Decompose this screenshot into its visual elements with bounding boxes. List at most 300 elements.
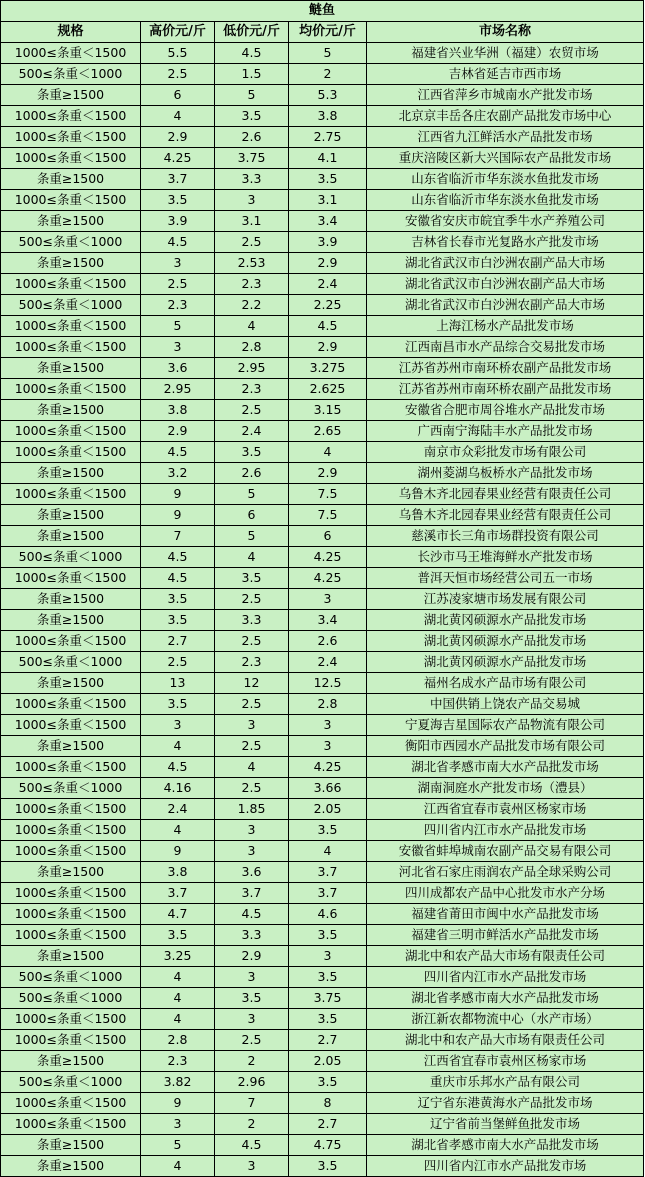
cell-low-price: 3 bbox=[215, 1009, 289, 1030]
cell-high-price: 2.5 bbox=[141, 274, 215, 295]
cell-low-price: 2.95 bbox=[215, 358, 289, 379]
header-row bbox=[1, 22, 644, 43]
table-row bbox=[1, 64, 644, 85]
table-title: 鲢鱼 bbox=[1, 1, 644, 22]
table-row bbox=[1, 694, 644, 715]
cell-spec: 1000≤条重＜1500 bbox=[1, 1009, 141, 1030]
cell-avg-price: 8 bbox=[289, 1093, 367, 1114]
cell-avg-price: 2.05 bbox=[289, 799, 367, 820]
table-row bbox=[1, 715, 644, 736]
table-row bbox=[1, 673, 644, 694]
cell-market: 四川省内江市水产品批发市场 bbox=[367, 967, 644, 988]
cell-spec: 500≤条重＜1000 bbox=[1, 64, 141, 85]
cell-high-price: 5 bbox=[141, 1135, 215, 1156]
cell-high-price: 9 bbox=[141, 484, 215, 505]
cell-market: 辽宁省东港黄海水产品批发市场 bbox=[367, 1093, 644, 1114]
table-row bbox=[1, 526, 644, 547]
table-row bbox=[1, 820, 644, 841]
cell-high-price: 4.16 bbox=[141, 778, 215, 799]
cell-spec: 1000≤条重＜1500 bbox=[1, 820, 141, 841]
cell-market: 辽宁省前当堡鲜鱼批发市场 bbox=[367, 1114, 644, 1135]
cell-low-price: 3.5 bbox=[215, 568, 289, 589]
cell-high-price: 5 bbox=[141, 316, 215, 337]
cell-market: 湖北黄冈硕源水产品批发市场 bbox=[367, 631, 644, 652]
table-row bbox=[1, 127, 644, 148]
cell-market: 福州名成水产品市场有限公司 bbox=[367, 673, 644, 694]
col-header-low-price: 低价元/斤 bbox=[215, 22, 289, 43]
cell-low-price: 3.6 bbox=[215, 862, 289, 883]
cell-market: 江西省九江鲜活水产品批发市场 bbox=[367, 127, 644, 148]
cell-high-price: 2.9 bbox=[141, 127, 215, 148]
cell-low-price: 3 bbox=[215, 841, 289, 862]
cell-high-price: 2.95 bbox=[141, 379, 215, 400]
table-row bbox=[1, 757, 644, 778]
cell-avg-price: 4.6 bbox=[289, 904, 367, 925]
cell-low-price: 6 bbox=[215, 505, 289, 526]
table-row bbox=[1, 610, 644, 631]
cell-high-price: 3.82 bbox=[141, 1072, 215, 1093]
cell-market: 浙江新农都物流中心（水产市场） bbox=[367, 1009, 644, 1030]
cell-avg-price: 3.1 bbox=[289, 190, 367, 211]
table-row bbox=[1, 505, 644, 526]
cell-high-price: 4.5 bbox=[141, 547, 215, 568]
cell-high-price: 4 bbox=[141, 820, 215, 841]
cell-low-price: 2.6 bbox=[215, 463, 289, 484]
cell-market: 乌鲁木齐北园春果业经营有限责任公司 bbox=[367, 484, 644, 505]
cell-avg-price: 2.4 bbox=[289, 274, 367, 295]
cell-avg-price: 2.75 bbox=[289, 127, 367, 148]
cell-spec: 1000≤条重＜1500 bbox=[1, 421, 141, 442]
cell-high-price: 3.2 bbox=[141, 463, 215, 484]
cell-market: 江西南昌市水产品综合交易批发市场 bbox=[367, 337, 644, 358]
table-row bbox=[1, 841, 644, 862]
cell-high-price: 3.7 bbox=[141, 883, 215, 904]
cell-high-price: 4.5 bbox=[141, 568, 215, 589]
cell-market: 湖北中和农产品大市场有限责任公司 bbox=[367, 1030, 644, 1051]
cell-market: 湖北省武汉市白沙洲农副产品大市场 bbox=[367, 253, 644, 274]
cell-high-price: 6 bbox=[141, 85, 215, 106]
cell-market: 吉林省延吉市西市场 bbox=[367, 64, 644, 85]
table-row bbox=[1, 589, 644, 610]
cell-avg-price: 2.4 bbox=[289, 652, 367, 673]
cell-low-price: 3 bbox=[215, 967, 289, 988]
cell-spec: 1000≤条重＜1500 bbox=[1, 883, 141, 904]
cell-high-price: 4 bbox=[141, 988, 215, 1009]
cell-avg-price: 2.9 bbox=[289, 463, 367, 484]
cell-low-price: 2.5 bbox=[215, 400, 289, 421]
cell-avg-price: 2.65 bbox=[289, 421, 367, 442]
cell-low-price: 5 bbox=[215, 526, 289, 547]
cell-spec: 条重≥1500 bbox=[1, 736, 141, 757]
cell-high-price: 2.3 bbox=[141, 1051, 215, 1072]
cell-spec: 条重≥1500 bbox=[1, 358, 141, 379]
cell-market: 湖北省孝感市南大水产品批发市场 bbox=[367, 988, 644, 1009]
table-row bbox=[1, 169, 644, 190]
cell-low-price: 3.5 bbox=[215, 442, 289, 463]
cell-avg-price: 5 bbox=[289, 43, 367, 64]
table-row bbox=[1, 568, 644, 589]
table-row bbox=[1, 967, 644, 988]
cell-spec: 1000≤条重＜1500 bbox=[1, 442, 141, 463]
cell-avg-price: 7.5 bbox=[289, 484, 367, 505]
cell-market: 衡阳市西园水产品批发市场有限公司 bbox=[367, 736, 644, 757]
cell-avg-price: 4 bbox=[289, 442, 367, 463]
cell-spec: 1000≤条重＜1500 bbox=[1, 925, 141, 946]
cell-spec: 500≤条重＜1000 bbox=[1, 232, 141, 253]
cell-market: 长沙市马王堆海鲜水产批发市场 bbox=[367, 547, 644, 568]
cell-spec: 500≤条重＜1000 bbox=[1, 652, 141, 673]
cell-low-price: 3.3 bbox=[215, 169, 289, 190]
table-body bbox=[1, 43, 644, 1177]
cell-low-price: 4 bbox=[215, 547, 289, 568]
cell-market: 上海江杨水产品批发市场 bbox=[367, 316, 644, 337]
cell-low-price: 1.5 bbox=[215, 64, 289, 85]
cell-high-price: 3.5 bbox=[141, 190, 215, 211]
cell-avg-price: 3.75 bbox=[289, 988, 367, 1009]
cell-market: 南京市众彩批发市场有限公司 bbox=[367, 442, 644, 463]
cell-market: 安徽省蚌埠城南农副产品交易有限公司 bbox=[367, 841, 644, 862]
cell-low-price: 2.5 bbox=[215, 232, 289, 253]
cell-spec: 条重≥1500 bbox=[1, 862, 141, 883]
cell-spec: 条重≥1500 bbox=[1, 946, 141, 967]
cell-market: 四川省内江市水产品批发市场 bbox=[367, 820, 644, 841]
cell-avg-price: 3.5 bbox=[289, 169, 367, 190]
cell-avg-price: 3.5 bbox=[289, 1156, 367, 1177]
cell-spec: 1000≤条重＜1500 bbox=[1, 337, 141, 358]
table-row bbox=[1, 778, 644, 799]
cell-avg-price: 3.275 bbox=[289, 358, 367, 379]
cell-low-price: 5 bbox=[215, 85, 289, 106]
cell-high-price: 3.8 bbox=[141, 862, 215, 883]
cell-spec: 1000≤条重＜1500 bbox=[1, 904, 141, 925]
cell-spec: 500≤条重＜1000 bbox=[1, 778, 141, 799]
cell-avg-price: 4.1 bbox=[289, 148, 367, 169]
table-row bbox=[1, 274, 644, 295]
cell-high-price: 9 bbox=[141, 1093, 215, 1114]
table-row bbox=[1, 1009, 644, 1030]
cell-spec: 500≤条重＜1000 bbox=[1, 967, 141, 988]
cell-avg-price: 2.7 bbox=[289, 1114, 367, 1135]
cell-low-price: 3 bbox=[215, 1156, 289, 1177]
cell-avg-price: 3.9 bbox=[289, 232, 367, 253]
cell-low-price: 2.96 bbox=[215, 1072, 289, 1093]
cell-market: 安徽省安庆市皖宜季牛水产养殖公司 bbox=[367, 211, 644, 232]
cell-avg-price: 2.05 bbox=[289, 1051, 367, 1072]
cell-avg-price: 3.15 bbox=[289, 400, 367, 421]
cell-high-price: 4.5 bbox=[141, 442, 215, 463]
cell-spec: 条重≥1500 bbox=[1, 253, 141, 274]
cell-avg-price: 3 bbox=[289, 715, 367, 736]
cell-market: 江苏省苏州市南环桥农副产品批发市场 bbox=[367, 379, 644, 400]
cell-high-price: 2.9 bbox=[141, 421, 215, 442]
cell-low-price: 2.5 bbox=[215, 589, 289, 610]
cell-spec: 500≤条重＜1000 bbox=[1, 1072, 141, 1093]
col-header-avg-price: 均价元/斤 bbox=[289, 22, 367, 43]
cell-low-price: 2.5 bbox=[215, 736, 289, 757]
cell-market: 河北省石家庄雨润农产品全球采购公司 bbox=[367, 862, 644, 883]
cell-market: 江西省宜春市袁州区杨家市场 bbox=[367, 1051, 644, 1072]
cell-high-price: 4.5 bbox=[141, 757, 215, 778]
cell-low-price: 2.2 bbox=[215, 295, 289, 316]
table-row bbox=[1, 631, 644, 652]
cell-low-price: 5 bbox=[215, 484, 289, 505]
table-row bbox=[1, 883, 644, 904]
cell-market: 中国供销上饶农产品交易城 bbox=[367, 694, 644, 715]
cell-market: 江苏省苏州市南环桥农副产品批发市场 bbox=[367, 358, 644, 379]
cell-avg-price: 3.66 bbox=[289, 778, 367, 799]
cell-low-price: 3 bbox=[215, 715, 289, 736]
cell-high-price: 2.3 bbox=[141, 295, 215, 316]
cell-low-price: 3.75 bbox=[215, 148, 289, 169]
table-row bbox=[1, 904, 644, 925]
cell-high-price: 4 bbox=[141, 967, 215, 988]
cell-market: 吉林省长春市光复路水产批发市场 bbox=[367, 232, 644, 253]
cell-low-price: 2.5 bbox=[215, 631, 289, 652]
cell-market: 乌鲁木齐北园春果业经营有限责任公司 bbox=[367, 505, 644, 526]
cell-avg-price: 2.6 bbox=[289, 631, 367, 652]
cell-market: 四川省内江市水产品批发市场 bbox=[367, 1156, 644, 1177]
cell-high-price: 3.7 bbox=[141, 169, 215, 190]
table-row bbox=[1, 1114, 644, 1135]
cell-spec: 1000≤条重＜1500 bbox=[1, 757, 141, 778]
cell-market: 福建省兴业华洲（福建）农贸市场 bbox=[367, 43, 644, 64]
cell-high-price: 4.25 bbox=[141, 148, 215, 169]
cell-low-price: 3 bbox=[215, 820, 289, 841]
table-row bbox=[1, 862, 644, 883]
cell-spec: 1000≤条重＜1500 bbox=[1, 1030, 141, 1051]
cell-spec: 1000≤条重＜1500 bbox=[1, 799, 141, 820]
table-row bbox=[1, 1051, 644, 1072]
cell-low-price: 2.5 bbox=[215, 694, 289, 715]
table-row bbox=[1, 463, 644, 484]
cell-low-price: 3.3 bbox=[215, 925, 289, 946]
cell-spec: 1000≤条重＜1500 bbox=[1, 106, 141, 127]
cell-high-price: 3 bbox=[141, 715, 215, 736]
cell-market: 宁夏海吉星国际农产品物流有限公司 bbox=[367, 715, 644, 736]
col-header-market: 市场名称 bbox=[367, 22, 644, 43]
cell-low-price: 4.5 bbox=[215, 1135, 289, 1156]
cell-high-price: 3.5 bbox=[141, 589, 215, 610]
cell-spec: 1000≤条重＜1500 bbox=[1, 148, 141, 169]
cell-spec: 条重≥1500 bbox=[1, 85, 141, 106]
cell-avg-price: 3.4 bbox=[289, 610, 367, 631]
cell-low-price: 3 bbox=[215, 190, 289, 211]
cell-high-price: 3.5 bbox=[141, 925, 215, 946]
cell-market: 慈溪市长三角市场群投资有限公司 bbox=[367, 526, 644, 547]
cell-low-price: 12 bbox=[215, 673, 289, 694]
table-row bbox=[1, 988, 644, 1009]
cell-spec: 1000≤条重＜1500 bbox=[1, 1114, 141, 1135]
table-row bbox=[1, 547, 644, 568]
cell-avg-price: 3.7 bbox=[289, 883, 367, 904]
cell-market: 湖北黄冈硕源水产品批发市场 bbox=[367, 652, 644, 673]
cell-high-price: 4.7 bbox=[141, 904, 215, 925]
cell-high-price: 3 bbox=[141, 1114, 215, 1135]
cell-low-price: 3.5 bbox=[215, 106, 289, 127]
cell-market: 江西省宜春市袁州区杨家市场 bbox=[367, 799, 644, 820]
cell-spec: 条重≥1500 bbox=[1, 400, 141, 421]
cell-market: 湖北省武汉市白沙洲农副产品大市场 bbox=[367, 295, 644, 316]
cell-high-price: 2.8 bbox=[141, 1030, 215, 1051]
cell-spec: 1000≤条重＜1500 bbox=[1, 568, 141, 589]
table-row bbox=[1, 337, 644, 358]
cell-avg-price: 4.25 bbox=[289, 757, 367, 778]
cell-avg-price: 3.7 bbox=[289, 862, 367, 883]
cell-high-price: 4 bbox=[141, 1009, 215, 1030]
cell-market: 重庆涪陵区新大兴国际农产品批发市场 bbox=[367, 148, 644, 169]
cell-low-price: 7 bbox=[215, 1093, 289, 1114]
cell-low-price: 2.4 bbox=[215, 421, 289, 442]
cell-market: 福建省莆田市闽中水产品批发市场 bbox=[367, 904, 644, 925]
cell-high-price: 3.9 bbox=[141, 211, 215, 232]
cell-low-price: 1.85 bbox=[215, 799, 289, 820]
cell-spec: 条重≥1500 bbox=[1, 1135, 141, 1156]
table-row bbox=[1, 1135, 644, 1156]
cell-high-price: 9 bbox=[141, 841, 215, 862]
cell-market: 普洱天恒市场经营公司五一市场 bbox=[367, 568, 644, 589]
cell-spec: 1000≤条重＜1500 bbox=[1, 316, 141, 337]
cell-avg-price: 2 bbox=[289, 64, 367, 85]
cell-low-price: 3.7 bbox=[215, 883, 289, 904]
cell-avg-price: 4.5 bbox=[289, 316, 367, 337]
cell-spec: 条重≥1500 bbox=[1, 526, 141, 547]
table-row bbox=[1, 190, 644, 211]
table-row bbox=[1, 379, 644, 400]
cell-spec: 1000≤条重＜1500 bbox=[1, 1093, 141, 1114]
cell-high-price: 9 bbox=[141, 505, 215, 526]
cell-spec: 条重≥1500 bbox=[1, 589, 141, 610]
cell-high-price: 4 bbox=[141, 736, 215, 757]
cell-spec: 条重≥1500 bbox=[1, 211, 141, 232]
title-row bbox=[1, 1, 644, 22]
cell-market: 湖北黄冈硕源水产品批发市场 bbox=[367, 610, 644, 631]
cell-market: 广西南宁海陆丰水产品批发市场 bbox=[367, 421, 644, 442]
table-row bbox=[1, 85, 644, 106]
table-row bbox=[1, 652, 644, 673]
cell-high-price: 3 bbox=[141, 337, 215, 358]
table-row bbox=[1, 1093, 644, 1114]
cell-avg-price: 3.5 bbox=[289, 967, 367, 988]
cell-avg-price: 3.5 bbox=[289, 1009, 367, 1030]
table-row bbox=[1, 232, 644, 253]
cell-avg-price: 2.9 bbox=[289, 253, 367, 274]
cell-spec: 1000≤条重＜1500 bbox=[1, 484, 141, 505]
table-row bbox=[1, 400, 644, 421]
cell-avg-price: 4.25 bbox=[289, 547, 367, 568]
table-row bbox=[1, 316, 644, 337]
cell-market: 湖北省孝感市南大水产品批发市场 bbox=[367, 1135, 644, 1156]
cell-market: 山东省临沂市华东淡水鱼批发市场 bbox=[367, 169, 644, 190]
cell-low-price: 2.3 bbox=[215, 274, 289, 295]
cell-spec: 1000≤条重＜1500 bbox=[1, 715, 141, 736]
cell-low-price: 2.53 bbox=[215, 253, 289, 274]
cell-low-price: 4.5 bbox=[215, 43, 289, 64]
cell-market: 安徽省合肥市周谷堆水产品批发市场 bbox=[367, 400, 644, 421]
cell-spec: 1000≤条重＜1500 bbox=[1, 274, 141, 295]
table-row bbox=[1, 148, 644, 169]
cell-low-price: 4 bbox=[215, 316, 289, 337]
cell-avg-price: 4 bbox=[289, 841, 367, 862]
cell-spec: 条重≥1500 bbox=[1, 610, 141, 631]
cell-market: 湖州菱湖乌板桥水产品批发市场 bbox=[367, 463, 644, 484]
cell-low-price: 2.3 bbox=[215, 379, 289, 400]
col-header-high-price: 高价元/斤 bbox=[141, 22, 215, 43]
cell-spec: 条重≥1500 bbox=[1, 1051, 141, 1072]
table-row bbox=[1, 1030, 644, 1051]
cell-high-price: 5.5 bbox=[141, 43, 215, 64]
cell-market: 北京京丰岳各庄农副产品批发市场中心 bbox=[367, 106, 644, 127]
cell-high-price: 2.7 bbox=[141, 631, 215, 652]
cell-spec: 1000≤条重＜1500 bbox=[1, 631, 141, 652]
cell-high-price: 7 bbox=[141, 526, 215, 547]
cell-spec: 1000≤条重＜1500 bbox=[1, 43, 141, 64]
cell-market: 山东省临沂市华东淡水鱼批发市场 bbox=[367, 190, 644, 211]
cell-high-price: 4 bbox=[141, 1156, 215, 1177]
cell-low-price: 4 bbox=[215, 757, 289, 778]
cell-market: 湖北省武汉市白沙洲农副产品大市场 bbox=[367, 274, 644, 295]
cell-market: 湖北中和农产品大市场有限责任公司 bbox=[367, 946, 644, 967]
cell-low-price: 2 bbox=[215, 1051, 289, 1072]
table-row bbox=[1, 946, 644, 967]
cell-low-price: 2 bbox=[215, 1114, 289, 1135]
cell-market: 重庆市乐邦水产品有限公司 bbox=[367, 1072, 644, 1093]
cell-spec: 500≤条重＜1000 bbox=[1, 547, 141, 568]
cell-avg-price: 2.625 bbox=[289, 379, 367, 400]
table-row bbox=[1, 211, 644, 232]
cell-low-price: 2.5 bbox=[215, 1030, 289, 1051]
cell-spec: 1000≤条重＜1500 bbox=[1, 127, 141, 148]
cell-avg-price: 4.25 bbox=[289, 568, 367, 589]
cell-high-price: 3.5 bbox=[141, 694, 215, 715]
cell-low-price: 3.5 bbox=[215, 988, 289, 1009]
cell-low-price: 3.1 bbox=[215, 211, 289, 232]
cell-low-price: 3.3 bbox=[215, 610, 289, 631]
cell-high-price: 3.6 bbox=[141, 358, 215, 379]
cell-market: 四川成都农产品中心批发市水产分场 bbox=[367, 883, 644, 904]
cell-spec: 500≤条重＜1000 bbox=[1, 295, 141, 316]
cell-low-price: 4.5 bbox=[215, 904, 289, 925]
table-row bbox=[1, 1156, 644, 1177]
cell-high-price: 2.5 bbox=[141, 652, 215, 673]
cell-avg-price: 3 bbox=[289, 946, 367, 967]
table-row bbox=[1, 442, 644, 463]
cell-high-price: 3.25 bbox=[141, 946, 215, 967]
cell-low-price: 2.3 bbox=[215, 652, 289, 673]
table-row bbox=[1, 421, 644, 442]
cell-spec: 条重≥1500 bbox=[1, 169, 141, 190]
cell-spec: 500≤条重＜1000 bbox=[1, 988, 141, 1009]
cell-avg-price: 7.5 bbox=[289, 505, 367, 526]
cell-avg-price: 3.5 bbox=[289, 925, 367, 946]
table-row bbox=[1, 253, 644, 274]
cell-avg-price: 3.5 bbox=[289, 820, 367, 841]
cell-spec: 1000≤条重＜1500 bbox=[1, 841, 141, 862]
cell-avg-price: 2.8 bbox=[289, 694, 367, 715]
cell-avg-price: 4.75 bbox=[289, 1135, 367, 1156]
cell-avg-price: 3.8 bbox=[289, 106, 367, 127]
cell-high-price: 2.4 bbox=[141, 799, 215, 820]
cell-avg-price: 6 bbox=[289, 526, 367, 547]
table-row bbox=[1, 106, 644, 127]
cell-spec: 条重≥1500 bbox=[1, 463, 141, 484]
cell-avg-price: 2.25 bbox=[289, 295, 367, 316]
cell-avg-price: 3.4 bbox=[289, 211, 367, 232]
cell-low-price: 2.9 bbox=[215, 946, 289, 967]
cell-high-price: 3.8 bbox=[141, 400, 215, 421]
cell-spec: 1000≤条重＜1500 bbox=[1, 694, 141, 715]
cell-high-price: 13 bbox=[141, 673, 215, 694]
table-row bbox=[1, 43, 644, 64]
